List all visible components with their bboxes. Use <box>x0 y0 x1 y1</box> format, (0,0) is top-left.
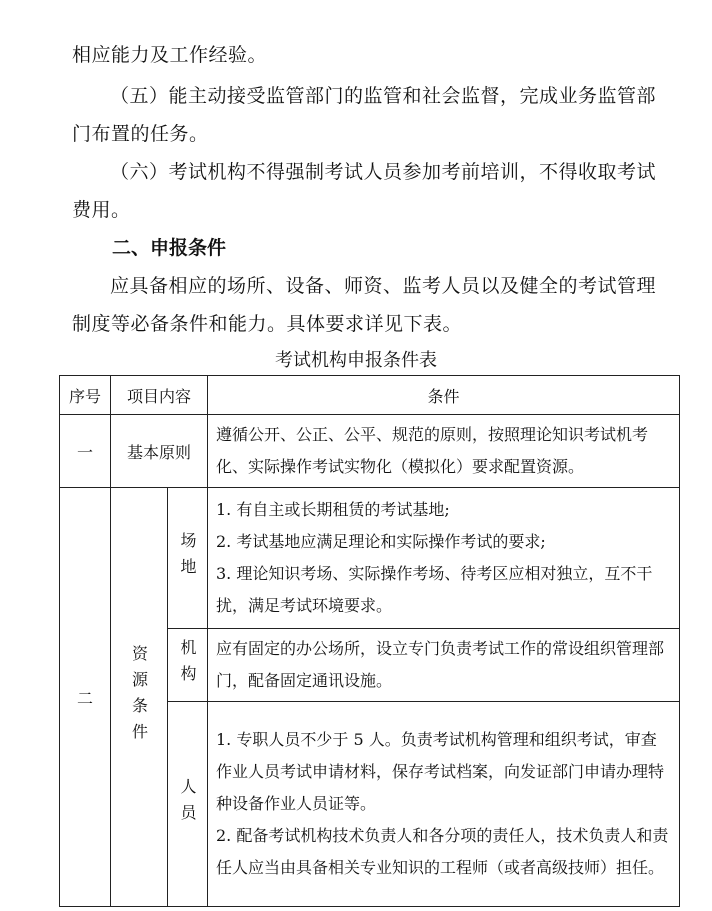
table-caption: 考试机构申报条件表 <box>275 350 437 371</box>
org-condition: 应有固定的办公场所，设立专门负责考试工作的常设组织管理部门，配备固定通讯设施。 <box>208 629 680 702</box>
staff-conditions <box>208 702 680 907</box>
table-row <box>60 415 680 488</box>
org-label-cell <box>168 629 208 702</box>
staff-label: 人员 <box>178 778 197 830</box>
table-row <box>60 488 680 629</box>
row1-condition: 遵循公开、公正、公平、规范的原则，按照理论知识考试机考化、实际操作考试实物化（模拟化）要求配置资源。 <box>208 415 680 488</box>
row2-item: 资源条件 <box>129 645 149 749</box>
row1-item: 基本原则 <box>111 415 208 488</box>
header-no: 序号 <box>60 376 111 415</box>
staff-label-cell <box>168 702 208 907</box>
site-condition-2: 2. 考试基地应满足理论和实际操作考试的要求; <box>216 532 546 551</box>
paragraph-item-five: （五）能主动接受监管部门的监管和社会监督，完成业务监管部门布置的任务。 <box>72 85 657 145</box>
section-intro: 应具备相应的场所、设备、师资、监考人员以及健全的考试管理制度等必备条件和能力。具体要求详见下表。 <box>72 275 657 335</box>
table-header-row <box>60 376 680 415</box>
staff-condition-2: 2. 配备考试机构技术负责人和各分项的责任人，技术负责人和责任人应当由具备相关专业知识的工程师（或者高级技师）担任。 <box>216 826 669 877</box>
row2-no: 二 <box>60 488 111 907</box>
staff-condition-1: 1. 专职人员不少于 5 人。负责考试机构管理和组织考试，审查作业人员考试申请材料，保存考试档案，向发证部门申请办理特种设备作业人员证等。 <box>216 730 665 813</box>
header-condition: 条件 <box>208 376 680 415</box>
header-item: 项目内容 <box>111 376 208 415</box>
site-condition-3: 3. 理论知识考场、实际操作考场、待考区应相对独立，互不干扰，满足考试环境要求。 <box>216 564 653 615</box>
section-heading: 二、申报条件 <box>112 237 227 259</box>
requirements-table <box>59 375 680 907</box>
paragraph-experience: 相应能力及工作经验。 <box>72 44 268 66</box>
row1-no: 一 <box>60 415 111 488</box>
org-label: 机构 <box>178 639 197 691</box>
site-label: 场地 <box>178 532 197 584</box>
site-label-cell <box>168 488 208 629</box>
site-conditions <box>208 488 680 629</box>
site-condition-1: 1. 有自主或长期租赁的考试基地; <box>216 500 450 519</box>
paragraph-item-six: （六）考试机构不得强制考试人员参加考前培训，不得收取考试费用。 <box>72 161 657 221</box>
row2-item-cell <box>111 488 168 907</box>
